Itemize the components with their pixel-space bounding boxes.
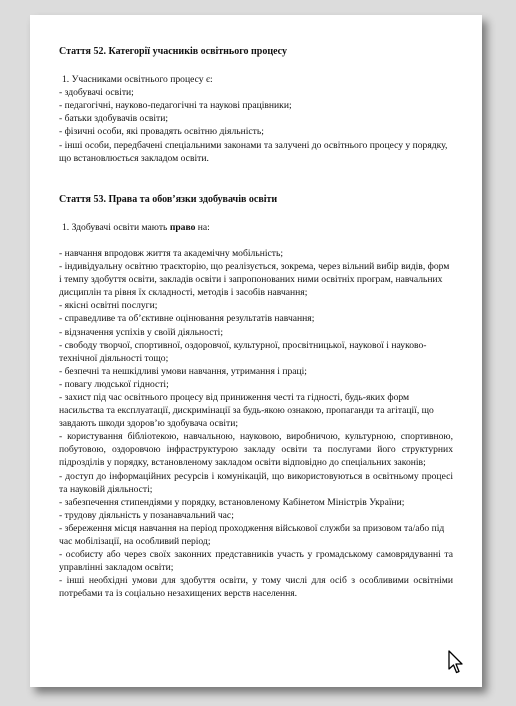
article-52-intro: 1. Учасниками освітнього процесу є: — [62, 74, 213, 86]
list-item: - доступ до інформаційних ресурсів і комунікацій, що використовуються в освітньому процесі та науковій діяльності; — [59, 470, 453, 495]
article-53-heading: Стаття 53. Права та обов’язки здобувачів освіти — [59, 193, 278, 205]
list-item: - батьки здобувачів освіти; — [59, 113, 169, 125]
document-content — [59, 45, 453, 600]
list-item: - особисту або через своїх законних представників участь у громадському самоврядуванні та управлінні закладом освіти; — [59, 549, 453, 574]
list-item: - збереження місця навчання на період проходження військової служби за призовом та/або під час мобілізації, на особливий період; — [59, 522, 445, 547]
list-item: - відзначення успіхів у своїй діяльності; — [59, 326, 223, 338]
list-item: - навчання впродовж життя та академічну мобільність; — [59, 247, 283, 259]
list-item: - інші особи, передбачені спеціальними законами та залучені до освітнього процесу у порядку, що встановлюється закладом освіти. — [59, 139, 448, 164]
list-item: - фізичні особи, які провадять освітню діяльність; — [59, 126, 264, 138]
list-item: - інші необхідні умови для здобуття освіти, у тому числі для осіб з особливими освітніми потребами та із соціально незахищених верств населення. — [59, 575, 453, 600]
list-item: - безпечні та нешкідливі умови навчання, утримання і праці; — [59, 365, 307, 377]
list-item: - якісні освітні послуги; — [59, 300, 158, 312]
list-item: - свободу творчої, спортивної, оздоровчої, культурної, просвітницької, наукової і науково-технічної діяльності тощо; — [59, 339, 427, 364]
list-item: - повагу людської гідності; — [59, 378, 169, 390]
intro-text: 1. Здобувачі освіти мають — [62, 221, 170, 233]
document-page — [30, 15, 482, 687]
list-item: - індивідуальну освітню траєкторію, що реалізується, зокрема, через вільний вибір видів, форм і темпу здобуття освіти, закладів освіти і запропонованих ними освітніх програм, навчальних дисциплін та рівня їх складності, методів і засобів навчання; — [59, 261, 450, 299]
list-item: - захист під час освітнього процесу від приниження честі та гідності, будь-яких форм насильства та експлуатації, дискримінації за будь-якою ознакою, пропаганди та агітації, що завдають шкоди здоров’ю здобувача освіти; — [59, 391, 434, 430]
mouse-pointer-icon — [448, 650, 464, 674]
list-item: - справедливе та об’єктивне оцінювання результатів навчання; — [59, 313, 315, 325]
intro-emphasis: право — [169, 221, 196, 233]
list-item: - здобувачі освіти; — [59, 87, 134, 99]
list-item: - трудову діяльність у позанавчальний час; — [59, 509, 234, 521]
article-53-intro — [59, 221, 453, 234]
intro-text-end: на: — [195, 221, 210, 233]
list-item: - педагогічні, науково-педагогічні та наукові працівники; — [59, 100, 292, 112]
list-item: - користування бібліотекою, навчальною, науковою, виробничою, культурною, спортивною, побутовою, оздоровчою інфраструктурою закладу освіти та послугами його структурних підрозділів у порядку, встановленому закладом освіти відповідно до спеціальних законів; — [59, 431, 453, 469]
article-52-heading: Стаття 52. Категорії учасників освітнього процесу — [59, 46, 287, 57]
list-item: - забезпечення стипендіями у порядку, встановленому Кабінетом Міністрів України; — [59, 496, 405, 508]
